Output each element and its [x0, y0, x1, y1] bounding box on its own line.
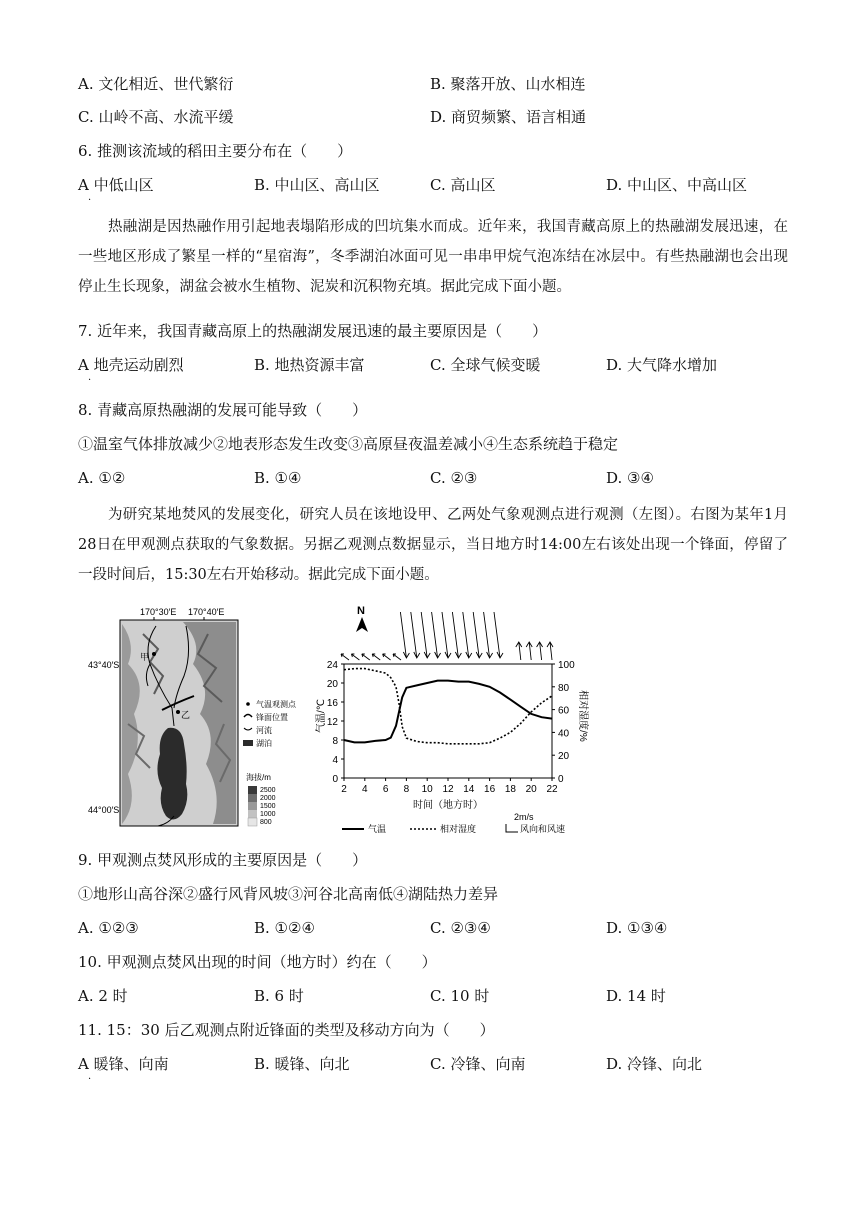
y-left-tick-label: 12 — [326, 717, 338, 728]
x-tick-label: 2 — [341, 784, 347, 795]
x-tick-label: 4 — [362, 784, 368, 795]
x-axis-label: 时间（地方时） — [413, 800, 483, 811]
y-left-tick-label: 8 — [332, 736, 338, 747]
q9-stem: 9. 甲观测点焚风形成的主要原因是（ ） — [78, 851, 368, 869]
y-right-tick-label: 0 — [558, 774, 564, 785]
x-tick-label: 8 — [403, 784, 410, 795]
q11-option-d: D. 冷锋、向北 — [606, 1055, 703, 1073]
q6-option-d: D. 中山区、中高山区 — [606, 176, 748, 194]
legend-station: 气温观测点 — [256, 700, 296, 709]
lake — [157, 728, 187, 820]
wind-arrow — [411, 612, 420, 658]
q6-option-a: A 中低山区 — [78, 176, 154, 194]
wind-arrow — [452, 612, 461, 658]
elev-1500: 1500 — [260, 803, 276, 810]
q10-option-d: D. 14 时 — [606, 987, 666, 1005]
north-arrow — [356, 605, 368, 632]
x-tick-label: 16 — [484, 784, 496, 795]
temperature-line — [344, 681, 552, 743]
wind-scale-label: 2m/s — [514, 812, 534, 822]
q8-statements: ①温室气体排放减少②地表形态发生改变③高原昼夜温差减小④生态系统趋于稳定 — [78, 435, 619, 453]
x-tick-label: 22 — [546, 784, 558, 795]
q9-option-b: B. ①②④ — [254, 919, 315, 937]
north-label: N — [357, 605, 365, 617]
legend-river: 河流 — [256, 726, 272, 735]
legend-humidity: 相对湿度 — [440, 824, 477, 834]
legend-front: 锋面位置 — [256, 713, 288, 722]
x-tick-label: 14 — [463, 784, 475, 795]
elevation-title: 海拔/m — [246, 773, 271, 782]
x-tick-label: 10 — [421, 784, 433, 795]
wind-arrow — [526, 642, 532, 660]
q6-stem: 6. 推测该流域的稻田主要分布在（ ） — [78, 142, 353, 160]
q7-option-a: A 地壳运动剧烈 — [78, 356, 184, 374]
q10-stem: 10. 甲观测点焚风出现的时间（地方时）约在（ ） — [78, 953, 437, 971]
wind-arrow — [537, 642, 543, 660]
elev-2500: 2500 — [260, 787, 276, 794]
elevation-scale — [246, 772, 276, 826]
q5-option-a: A. 文化相近、世代繁衍 — [78, 75, 234, 93]
q9-statements: ①地形山高谷深②盛行风背风坡③河谷北高南低④湖陆热力差异 — [78, 885, 499, 903]
wind-arrow — [372, 654, 380, 660]
q11-option-b: B. 暖锋、向北 — [254, 1055, 350, 1073]
q11-option-c: C. 冷锋、向南 — [430, 1055, 526, 1073]
lat-label-2: 44°00′S — [88, 805, 120, 815]
elev-800: 800 — [260, 819, 272, 826]
wind-arrow — [547, 642, 553, 660]
y-right-tick-label: 80 — [558, 682, 570, 694]
passage-foehn: 为研究某地焚风的发展变化，研究人员在该地设甲、乙两处气象观测点进行观测（左图）。右图为某年1月28日在甲观测点获取的气象数据。另据乙观测点数据显示，当日地方时14:00左右该处出现一个锋面，停留了一段时间后，15:30左右开始移动。据此完成下面小题。 — [78, 507, 788, 583]
q8-option-d: D. ③④ — [606, 469, 654, 487]
q7-stem: 7. 近年来，我国青藏高原上的热融湖发展迅速的最主要原因是（ ） — [78, 322, 548, 340]
y-right-tick-label: 60 — [558, 705, 570, 717]
x-tick-label: 12 — [442, 784, 454, 795]
foehn-weather-chart — [318, 598, 598, 838]
map-legend — [243, 699, 297, 748]
y-left-tick-label: 0 — [332, 774, 338, 785]
q5-option-c: C. 山岭不高、水流平缓 — [78, 108, 234, 126]
q8-option-b: B. ①④ — [254, 469, 302, 487]
wind-arrow — [341, 654, 349, 660]
elev-2000: 2000 — [260, 795, 276, 802]
q11-stem: 11. 15：30 后乙观测点附近锋面的类型及移动方向为（ ） — [78, 1021, 495, 1039]
y-right-tick-label: 100 — [558, 660, 575, 671]
q5-option-b: B. 聚落开放、山水相连 — [430, 75, 586, 93]
q11-option-a: A 暖锋、向南 — [78, 1055, 169, 1073]
lat-label-1: 43°40′S — [88, 660, 120, 670]
q10-option-c: C. 10 时 — [430, 987, 490, 1005]
station-yi-marker — [176, 710, 180, 714]
q7-option-d: D. 大气降水增加 — [606, 356, 718, 374]
wind-arrow — [421, 612, 430, 658]
dot-mark: · — [88, 195, 92, 206]
q9-option-c: C. ②③④ — [430, 919, 491, 937]
wind-arrow — [473, 612, 482, 658]
station-jia-marker — [152, 652, 156, 656]
y-left-tick-label: 24 — [326, 660, 338, 671]
wind-arrow — [432, 612, 441, 658]
station-yi-label: 乙 — [181, 710, 191, 720]
q10-option-b: B. 6 时 — [254, 987, 304, 1005]
wind-arrow — [463, 612, 472, 658]
y-right-label: 相对湿度/% — [577, 690, 588, 742]
lon-label-1: 170°30′E — [140, 607, 177, 617]
wind-arrow — [484, 612, 493, 658]
q8-option-c: C. ②③ — [430, 469, 478, 487]
q7-option-c: C. 全球气候变暖 — [430, 356, 541, 374]
x-tick-label: 6 — [382, 784, 389, 795]
chart-legend — [342, 823, 565, 834]
passage-thermokarst: 热融湖是因热融作用引起地表塌陷形成的凹坑集水而成。近年来，我国青藏高原上的热融湖发展迅速，在一些地区形成了繁星一样的“星宿海”，冬季湖泊冰面可见一串串甲烷气泡冻结在冰层中。有些热融湖也会出现停止生长现象，湖盆会被水生植物、泥炭和沉积物充填。据此完成下面小题。 — [78, 219, 788, 295]
dot-mark: · — [88, 1074, 92, 1085]
legend-temperature: 气温 — [368, 824, 387, 834]
wind-arrow — [393, 654, 401, 660]
q10-option-a: A. 2 时 — [78, 987, 128, 1005]
q8-option-a: A. ①② — [78, 469, 126, 487]
q8-stem: 8. 青藏高原热融湖的发展可能导致（ ） — [78, 401, 368, 419]
legend-wind: 风向和风速 — [520, 824, 566, 834]
q6-option-c: C. 高山区 — [430, 176, 496, 194]
elev-1000: 1000 — [260, 811, 276, 818]
q7-option-b: B. 地热资源丰富 — [254, 356, 365, 374]
wind-arrow — [400, 612, 409, 658]
y-left-tick-label: 16 — [326, 698, 338, 709]
y-left-tick-label: 4 — [332, 755, 338, 766]
q6-option-b: B. 中山区、高山区 — [254, 176, 380, 194]
wind-arrow — [442, 612, 451, 658]
lon-label-2: 170°40′E — [188, 607, 225, 617]
station-jia-label: 甲 — [140, 652, 150, 662]
wind-arrow — [516, 642, 522, 660]
y-left-label: 气温/℃ — [316, 698, 327, 734]
y-right-tick-label: 20 — [558, 751, 570, 763]
legend-lake: 湖泊 — [256, 739, 272, 748]
foehn-location-map — [88, 604, 338, 832]
dot-mark: · — [88, 375, 92, 386]
y-right-tick-label: 40 — [558, 728, 570, 740]
q9-option-d: D. ①③④ — [606, 919, 668, 937]
q9-option-a: A. ①②③ — [78, 919, 139, 937]
x-tick-label: 20 — [525, 784, 537, 795]
wind-arrow — [362, 654, 370, 660]
wind-arrow — [383, 654, 391, 660]
y-left-tick-label: 20 — [326, 679, 338, 690]
wind-arrow — [494, 612, 503, 658]
wind-arrow — [351, 654, 359, 660]
x-tick-label: 18 — [504, 784, 516, 795]
q5-option-d: D. 商贸频繁、语言相通 — [430, 108, 587, 126]
